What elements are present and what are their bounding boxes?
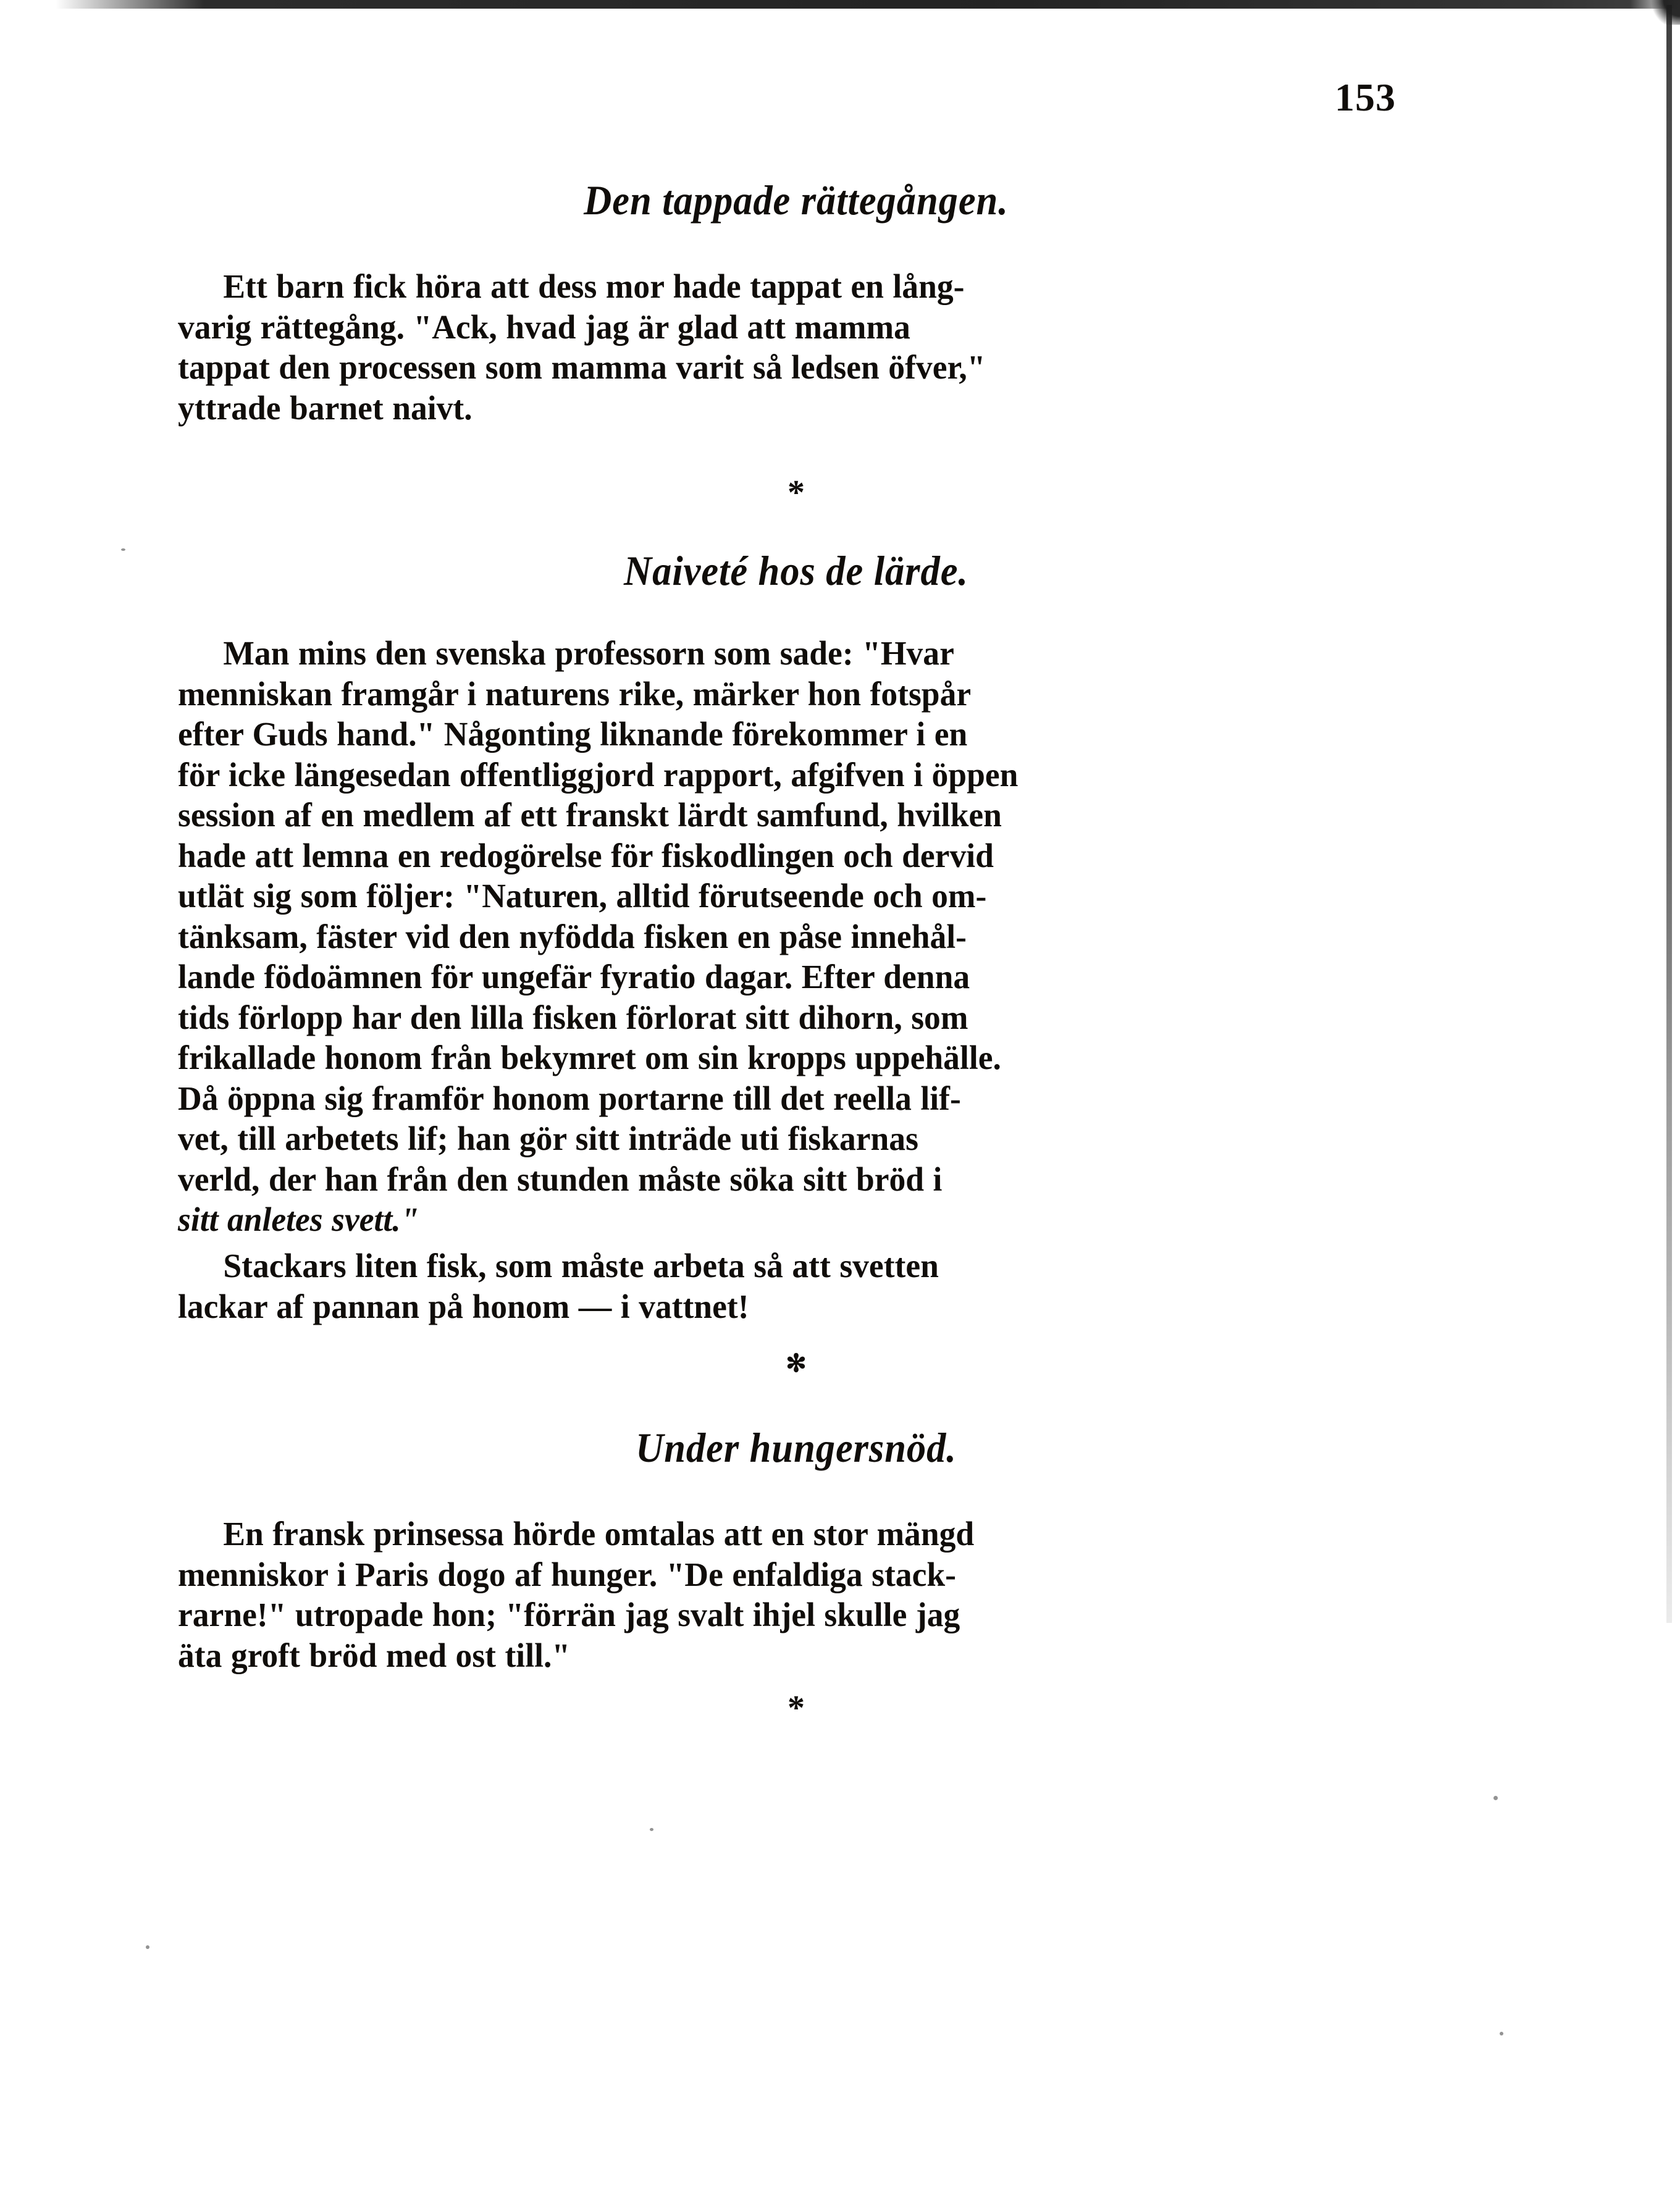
paragraph-3-1: [178, 1514, 1372, 1676]
text-line: för icke längesedan offentliggjord rapport, afgifven i öppen: [178, 756, 1018, 794]
text-line: tids förlopp har den lilla fisken förlorat sitt dihorn, som: [178, 999, 968, 1037]
paragraph-2-2: [178, 1246, 1372, 1327]
text-line: lande födoämnen för ungefär fyratio dagar. Efter denna: [178, 958, 970, 996]
scan-speck: [650, 1828, 653, 1831]
section-separator-1: *: [788, 474, 805, 512]
text-line: Då öppna sig framför honom portarne till det reella lif-: [178, 1079, 961, 1118]
scan-speck: [1493, 1796, 1498, 1800]
text-line: tappat den processen som mamma varit så ledsen öfver,": [178, 349, 986, 387]
text-line: menniskan framgår i naturens rike, märker hon fotspår: [178, 675, 972, 713]
paragraph-1-1: [178, 267, 1372, 429]
scan-edge-shadow-right: [1666, 5, 1672, 1623]
text-line: lackar af pannan på honom — i vattnet!: [178, 1288, 749, 1326]
text-line: En fransk prinsessa hörde omtalas att en stor mängd: [223, 1515, 975, 1553]
scan-corner-shadow: [1648, 0, 1680, 25]
text-line: sitt anletes svett.": [178, 1201, 419, 1239]
scan-speck: [146, 1945, 149, 1949]
scan-edge-shadow-top: [0, 0, 1680, 9]
text-line: vet, till arbetets lif; han gör sitt inträde uti fiskarnas: [178, 1120, 918, 1158]
text-line: yttrade barnet naivt.: [178, 389, 472, 427]
page-number: 153: [1335, 75, 1396, 119]
text-line: frikallade honom från bekymret om sin kropps uppehälle.: [178, 1039, 1001, 1077]
section-separator-2: ✻: [786, 1349, 807, 1377]
text-line: Ett barn fick höra att dess mor hade tappat en lång-: [223, 268, 965, 306]
text-line: Stackars liten fisk, som måste arbeta så att svetten: [223, 1247, 939, 1285]
paragraph-2-1: [178, 634, 1372, 1241]
text-line: verld, der han från den stunden måste söka sitt bröd i: [178, 1160, 943, 1199]
scan-speck: [1500, 2032, 1503, 2035]
text-line: Man mins den svenska professorn som sade: "Hvar: [223, 635, 954, 673]
text-line: utlät sig som följer: "Naturen, alltid förutseende och om-: [178, 878, 987, 915]
text-line: tänksam, fäster vid den nyfödda fisken en påse innehål-: [178, 918, 967, 956]
text-line: rarne!" utropade hon; "förrän jag svalt ihjel skulle jag: [178, 1596, 960, 1634]
section-separator-3: *: [788, 1689, 805, 1727]
text-line: session af en medlem af ett franskt lärdt samfund, hvilken: [178, 797, 1002, 834]
section-heading-2: Naiveté hos de lärde.: [624, 547, 968, 594]
text-line: efter Guds hand." Någonting liknande förekommer i en: [178, 716, 968, 753]
text-line: hade att lemna en redogörelse för fiskodlingen och dervid: [178, 837, 994, 875]
text-line: äta groft bröd med ost till.": [178, 1637, 571, 1675]
section-heading-3: Under hungersnöd.: [636, 1424, 957, 1471]
text-line: varig rättegång. "Ack, hvad jag är glad att mamma: [178, 308, 910, 346]
section-heading-1: Den tappade rättegången.: [584, 177, 1009, 224]
text-line: menniskor i Paris dogo af hunger. "De enfaldiga stack-: [178, 1556, 956, 1594]
scan-speck: [121, 548, 125, 551]
